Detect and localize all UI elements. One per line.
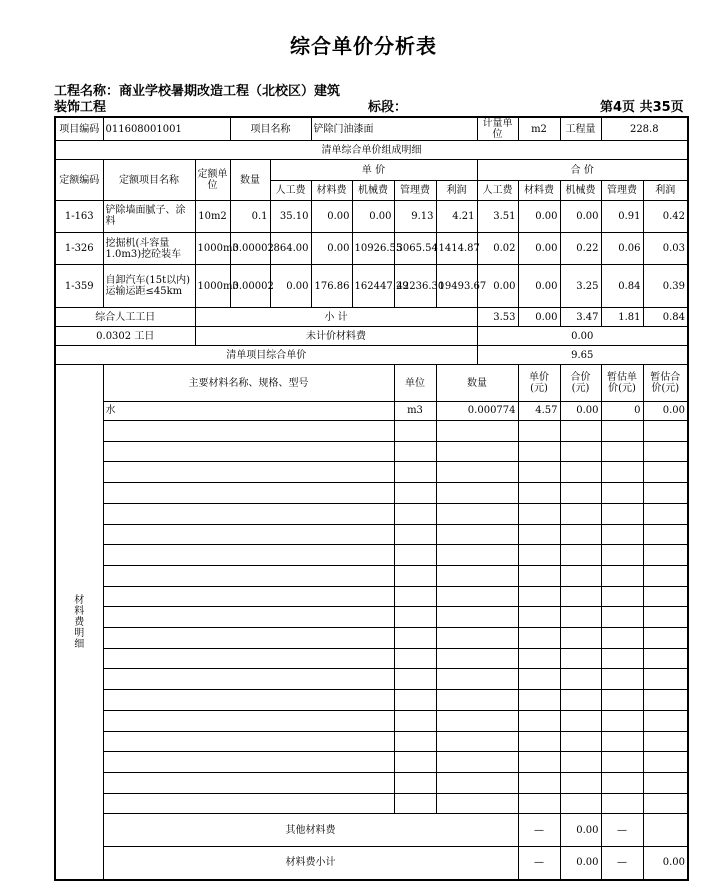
page-info: 第4页 共35页 xyxy=(600,100,684,115)
total-machine: 0.00 xyxy=(560,200,601,232)
material-subtotal-total: 0.00 xyxy=(560,846,601,880)
table-row xyxy=(55,628,688,649)
material-subtotal-row xyxy=(55,846,688,880)
subtotal-label: 小 计 xyxy=(195,307,477,326)
unit-machine: 10926.55 xyxy=(352,233,394,265)
material-unit: m3 xyxy=(394,401,436,420)
table-row xyxy=(55,233,688,265)
total-machine: 0.22 xyxy=(560,233,601,265)
unit-management: 42236.30 xyxy=(394,265,436,307)
table-row xyxy=(55,503,688,524)
material-subtotal-est-total: 0.00 xyxy=(643,846,688,880)
header-unit-price: 单 价 xyxy=(270,160,477,180)
total-management: 0.91 xyxy=(601,200,643,232)
total-material: 0.00 xyxy=(518,200,560,232)
other-material-row xyxy=(55,814,688,846)
header-material-unit: 单位 xyxy=(394,365,436,401)
other-material-price: — xyxy=(518,814,560,846)
unit-management: 3065.54 xyxy=(394,233,436,265)
table-row xyxy=(55,690,688,711)
header-profit: 利润 xyxy=(436,180,477,200)
table-row xyxy=(55,265,688,307)
subtotal-material: 0.00 xyxy=(518,307,560,326)
table-row xyxy=(55,648,688,669)
other-material-total: 0.00 xyxy=(560,814,601,846)
unit-material: 176.86 xyxy=(311,265,352,307)
item-info-row xyxy=(55,117,688,141)
header-total-price: 合 价 xyxy=(477,160,688,180)
table-row xyxy=(55,793,688,814)
header-material: 材料费 xyxy=(518,180,560,200)
table-row xyxy=(55,710,688,731)
total-labor: 0.00 xyxy=(477,265,518,307)
table-row xyxy=(55,483,688,504)
material-subtotal-price: — xyxy=(518,846,560,880)
item-qty-label: 工程量 xyxy=(560,117,601,141)
unit-machine: 0.00 xyxy=(352,200,394,232)
material-est-price: 0 xyxy=(601,401,643,420)
header-quantity: 数量 xyxy=(230,160,270,200)
quota-code: 1-163 xyxy=(55,200,103,232)
table-row xyxy=(55,441,688,462)
unit-profit: 1414.87 xyxy=(436,233,477,265)
project-name-line1: 工程名称：商业学校暑期改造工程（北校区）建筑 xyxy=(54,84,341,99)
material-name: 水 xyxy=(103,401,394,420)
header-labor: 人工费 xyxy=(477,180,518,200)
header-material-qty: 数量 xyxy=(436,365,518,401)
item-name-label: 项目名称 xyxy=(230,117,311,141)
table-row xyxy=(55,773,688,794)
quota-code: 1-359 xyxy=(55,265,103,307)
subtotal-profit: 0.84 xyxy=(643,307,688,326)
quota-unit: 1000m3 xyxy=(195,265,230,307)
header-management: 管理费 xyxy=(394,180,436,200)
quota-name: 自卸汽车(15t以内)运输运距≤45km xyxy=(103,265,195,307)
composition-title: 清单综合单价组成明细 xyxy=(55,141,688,160)
subtotal-labor: 3.53 xyxy=(477,307,518,326)
quota-name: 铲除墙面腻子、涂料 xyxy=(103,200,195,232)
material-qty: 0.000774 xyxy=(436,401,518,420)
total-labor: 3.51 xyxy=(477,200,518,232)
quota-qty: 0.1 xyxy=(230,200,270,232)
unit-material: 0.00 xyxy=(311,233,352,265)
other-material-est-total xyxy=(643,814,688,846)
header-material: 材料费 xyxy=(311,180,352,200)
item-name: 铲除门油漆面 xyxy=(311,117,477,141)
quota-code: 1-326 xyxy=(55,233,103,265)
table-row xyxy=(55,607,688,628)
total-machine: 3.25 xyxy=(560,265,601,307)
item-unit: m2 xyxy=(518,117,560,141)
unit-labor: 0.00 xyxy=(270,265,311,307)
quota-name: 挖掘机(斗容量1.0m3)挖砼装车 xyxy=(103,233,195,265)
other-material-label: 其他材料费 xyxy=(103,814,518,846)
header-material-price: 单价(元) xyxy=(518,365,560,401)
item-qty: 228.8 xyxy=(601,117,688,141)
quota-qty: 0.00002 xyxy=(230,233,270,265)
quota-qty: 0.00002 xyxy=(230,265,270,307)
material-subtotal-label: 材料费小计 xyxy=(103,846,518,880)
comprehensive-price-value: 9.65 xyxy=(477,346,688,365)
total-material: 0.00 xyxy=(518,265,560,307)
material-est-total: 0.00 xyxy=(643,401,688,420)
item-code: 011608001001 xyxy=(103,117,230,141)
quota-unit: 1000m3 xyxy=(195,233,230,265)
total-profit: 0.42 xyxy=(643,200,688,232)
section-label: 标段： xyxy=(368,100,408,115)
table-row xyxy=(55,401,688,420)
materials-header-row xyxy=(55,365,688,401)
analysis-table xyxy=(54,116,689,881)
total-profit: 0.03 xyxy=(643,233,688,265)
header-labor: 人工费 xyxy=(270,180,311,200)
header-machine: 机械费 xyxy=(560,180,601,200)
total-management: 0.06 xyxy=(601,233,643,265)
table-row xyxy=(55,462,688,483)
material-total: 0.00 xyxy=(560,401,601,420)
unit-labor: 864.00 xyxy=(270,233,311,265)
header-management: 管理费 xyxy=(601,180,643,200)
subtotal-machine: 3.47 xyxy=(560,307,601,326)
table-row xyxy=(55,524,688,545)
header-machine: 机械费 xyxy=(352,180,394,200)
header-est-total: 暂估合价(元) xyxy=(643,365,688,401)
quota-unit: 10m2 xyxy=(195,200,230,232)
header-profit: 利润 xyxy=(643,180,688,200)
unit-machine: 162447.29 xyxy=(352,265,394,307)
item-code-label: 项目编码 xyxy=(55,117,103,141)
materials-side-label xyxy=(55,365,103,880)
subtotal-row xyxy=(55,307,688,326)
page-title: 综合单价分析表 xyxy=(290,34,437,58)
table-row xyxy=(55,545,688,566)
unpriced-material-label: 未计价材料费 xyxy=(195,327,477,346)
header-quota-code: 定额编码 xyxy=(55,160,103,200)
table-row xyxy=(55,752,688,773)
table-row xyxy=(55,586,688,607)
material-price: 4.57 xyxy=(518,401,560,420)
total-profit: 0.39 xyxy=(643,265,688,307)
unit-labor: 35.10 xyxy=(270,200,311,232)
table-row xyxy=(55,421,688,442)
labor-days-label: 综合人工工日 xyxy=(55,307,195,326)
other-material-est-price: — xyxy=(601,814,643,846)
unit-management: 9.13 xyxy=(394,200,436,232)
unit-profit: 4.21 xyxy=(436,200,477,232)
project-name-line2: 装饰工程 xyxy=(54,100,107,115)
header-material-total: 合价(元) xyxy=(560,365,601,401)
material-subtotal-est-price: — xyxy=(601,846,643,880)
header-quota-name: 定额项目名称 xyxy=(103,160,195,200)
unpriced-material-value: 0.00 xyxy=(477,327,688,346)
subtotal-management: 1.81 xyxy=(601,307,643,326)
unit-material: 0.00 xyxy=(311,200,352,232)
total-labor: 0.02 xyxy=(477,233,518,265)
header-est-price: 暂估单价(元) xyxy=(601,365,643,401)
total-management: 0.84 xyxy=(601,265,643,307)
labor-days-value: 0.0302 工日 xyxy=(55,327,195,346)
table-row xyxy=(55,669,688,690)
item-unit-label: 计量单位 xyxy=(477,117,518,141)
comprehensive-price-label: 清单项目综合单价 xyxy=(55,346,477,365)
table-row xyxy=(55,565,688,586)
materials-side-label-text: 材料费明细 xyxy=(74,594,85,650)
total-material: 0.00 xyxy=(518,233,560,265)
table-row xyxy=(55,200,688,232)
table-row xyxy=(55,731,688,752)
header-quota-unit: 定额单位 xyxy=(195,160,230,200)
unit-profit: 19493.67 xyxy=(436,265,477,307)
header-material-name: 主要材料名称、规格、型号 xyxy=(103,365,394,401)
